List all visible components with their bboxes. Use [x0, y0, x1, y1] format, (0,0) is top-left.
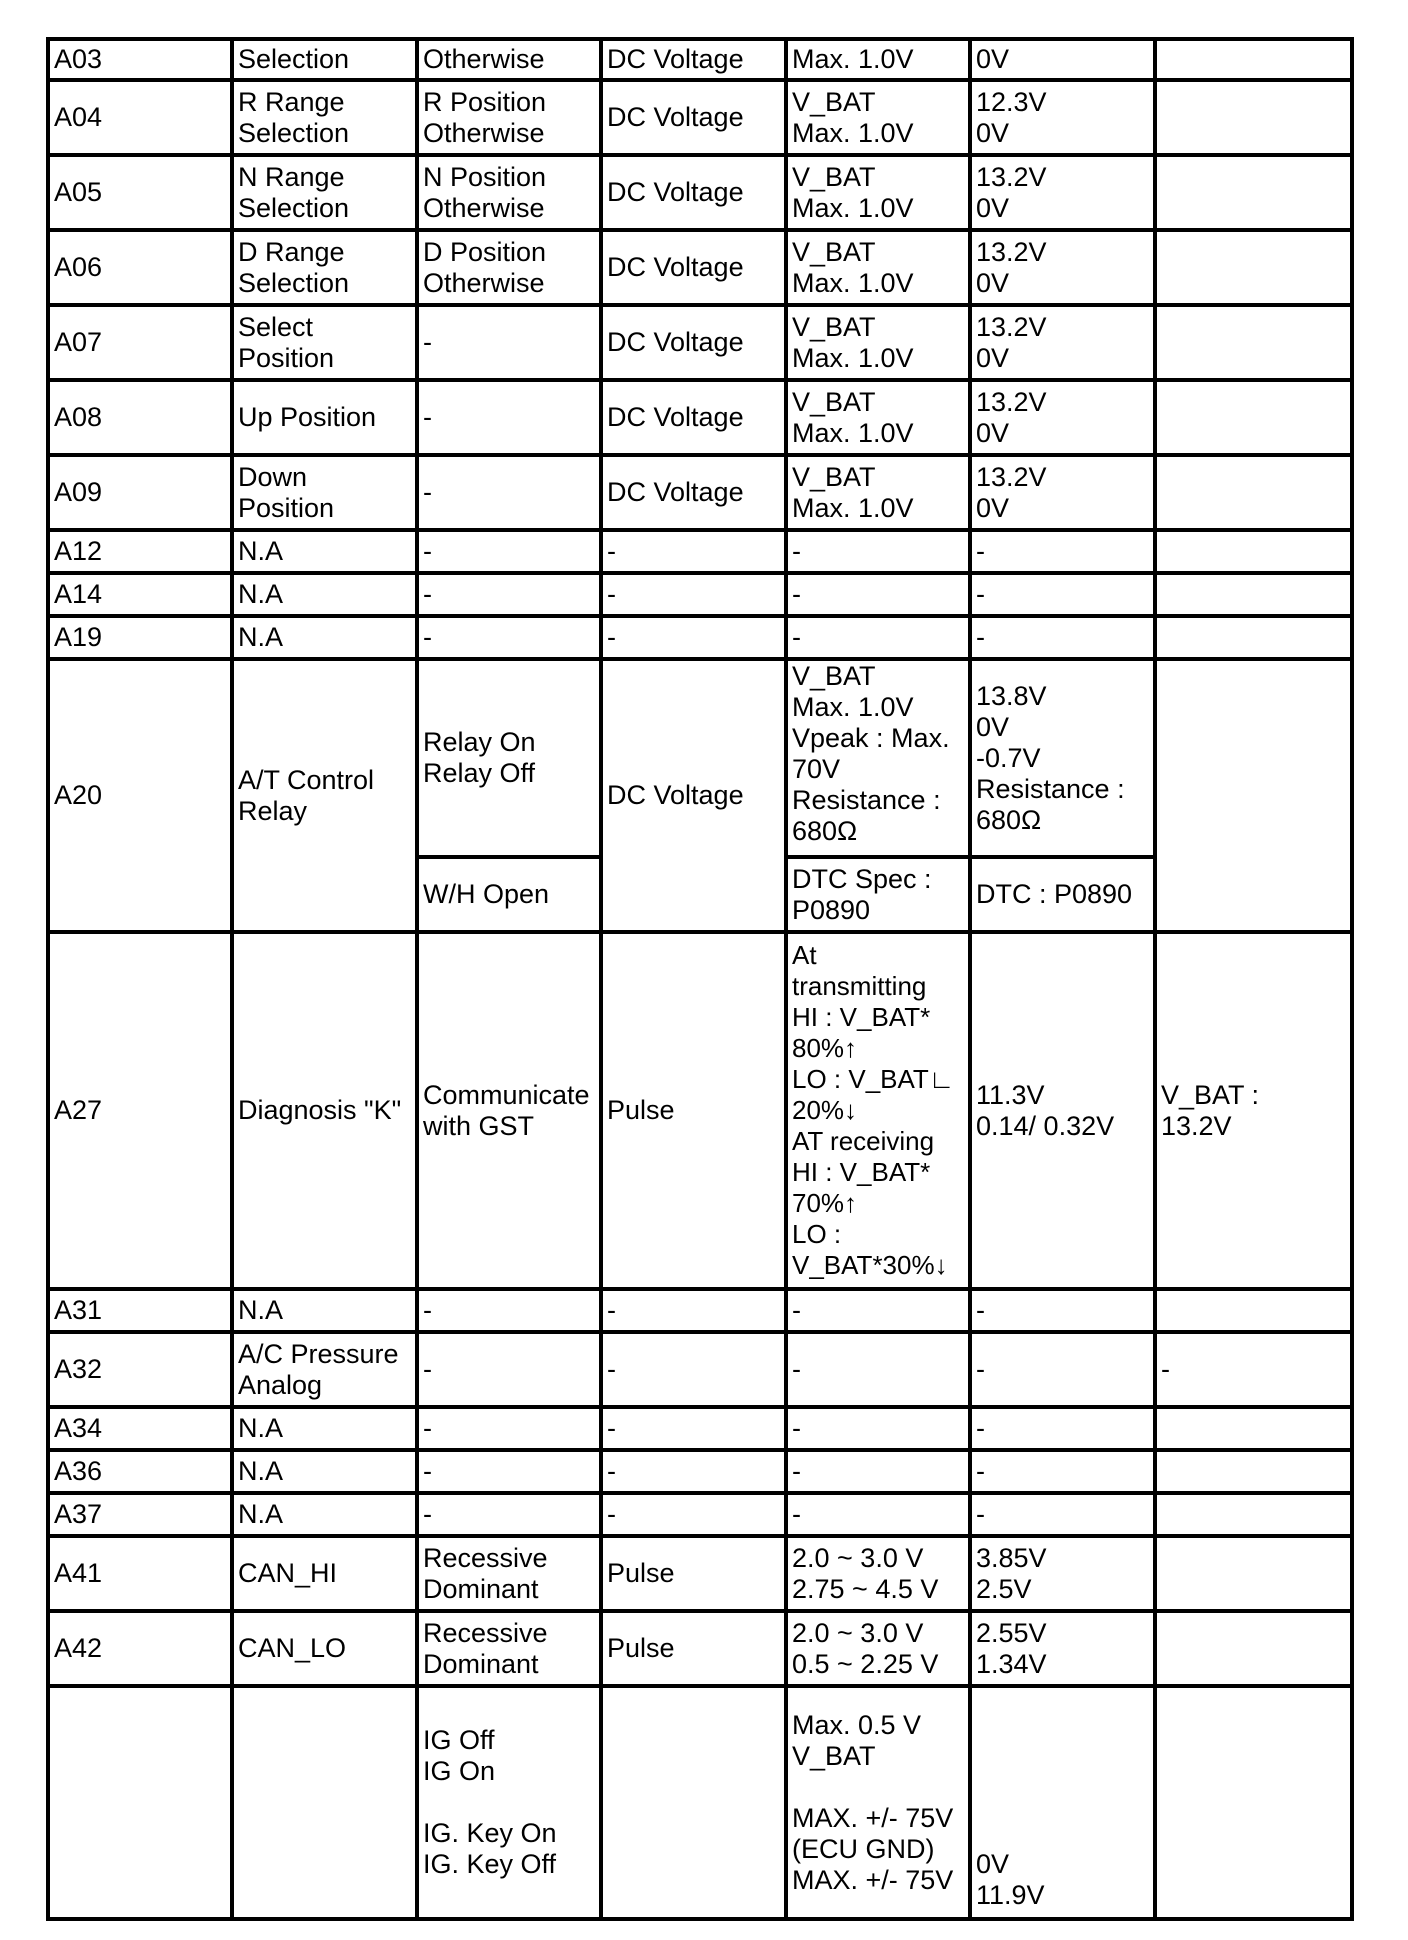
cell-cond: -	[417, 573, 601, 616]
cell-spec: -	[786, 1493, 970, 1536]
cell-note	[1155, 530, 1352, 573]
table-row	[48, 380, 1352, 455]
table-row	[48, 616, 1352, 659]
cell-note	[1155, 380, 1352, 455]
table-row	[48, 1611, 1352, 1686]
cell-meas: 12.3V 0V	[970, 80, 1155, 155]
table-row	[48, 305, 1352, 380]
cell-cond: W/H Open	[417, 857, 601, 932]
cell-spec: At transmitting HI : V_BAT* 80%↑ LO : V_BAT∟ 20%↓ AT receiving HI : V_BAT* 70%↑ LO : V_BAT*30%↓	[786, 932, 970, 1289]
cell-meas: 13.2V 0V	[970, 155, 1155, 230]
cell-meas: -	[970, 1289, 1155, 1332]
cell-meas: 13.2V 0V	[970, 305, 1155, 380]
cell-type: -	[601, 1332, 786, 1407]
cell-cond: R Position Otherwise	[417, 80, 601, 155]
cell-desc: D Range Selection	[232, 230, 417, 305]
table-row	[48, 530, 1352, 573]
cell-pin: A03	[48, 39, 232, 80]
cell-cond: Otherwise	[417, 39, 601, 80]
cell-note	[1155, 1686, 1352, 1919]
cell-cond: D Position Otherwise	[417, 230, 601, 305]
cell-spec: -	[786, 573, 970, 616]
cell-spec: Max. 1.0V	[786, 39, 970, 80]
cell-type: -	[601, 1450, 786, 1493]
cell-cond: Communicate with GST	[417, 932, 601, 1289]
cell-meas: -	[970, 530, 1155, 573]
cell-desc: A/C Pressure Analog	[232, 1332, 417, 1407]
cell-spec: Max. 0.5 V V_BAT MAX. +/- 75V (ECU GND) MAX. +/- 75V	[786, 1686, 970, 1919]
cell-cond: -	[417, 455, 601, 530]
cell-type	[601, 1686, 786, 1919]
cell-desc: N.A	[232, 573, 417, 616]
cell-cond: -	[417, 1289, 601, 1332]
table-row	[48, 932, 1352, 1289]
cell-type: DC Voltage	[601, 230, 786, 305]
cell-desc: Down Position	[232, 455, 417, 530]
cell-cond: -	[417, 1332, 601, 1407]
cell-note	[1155, 1289, 1352, 1332]
table-row	[48, 1407, 1352, 1450]
cell-note	[1155, 1493, 1352, 1536]
cell-meas: -	[970, 1407, 1155, 1450]
cell-desc: N.A	[232, 530, 417, 573]
cell-spec: V_BAT Max. 1.0V	[786, 380, 970, 455]
cell-meas: -	[970, 616, 1155, 659]
table-row	[48, 39, 1352, 80]
cell-cond: -	[417, 1407, 601, 1450]
cell-desc: CAN_HI	[232, 1536, 417, 1611]
cell-meas: -	[970, 1450, 1155, 1493]
cell-cond: N Position Otherwise	[417, 155, 601, 230]
cell-cond: -	[417, 1493, 601, 1536]
cell-meas: 0V	[970, 39, 1155, 80]
cell-pin: A36	[48, 1450, 232, 1493]
cell-note: V_BAT : 13.2V	[1155, 932, 1352, 1289]
table-row	[48, 1332, 1352, 1407]
cell-desc: N.A	[232, 1450, 417, 1493]
cell-note	[1155, 155, 1352, 230]
cell-meas: 3.85V 2.5V	[970, 1536, 1155, 1611]
table-row	[48, 155, 1352, 230]
cell-type: DC Voltage	[601, 380, 786, 455]
cell-type: -	[601, 573, 786, 616]
table-row	[48, 659, 1352, 857]
cell-pin: A34	[48, 1407, 232, 1450]
cell-cond: -	[417, 616, 601, 659]
cell-note	[1155, 230, 1352, 305]
cell-desc: R Range Selection	[232, 80, 417, 155]
cell-pin: A37	[48, 1493, 232, 1536]
cell-meas: DTC : P0890	[970, 857, 1155, 932]
table-row	[48, 573, 1352, 616]
cell-pin: A08	[48, 380, 232, 455]
cell-pin: A31	[48, 1289, 232, 1332]
cell-note	[1155, 616, 1352, 659]
cell-type: DC Voltage	[601, 80, 786, 155]
cell-meas: -	[970, 573, 1155, 616]
cell-note	[1155, 80, 1352, 155]
table-row	[48, 1289, 1352, 1332]
cell-note	[1155, 1536, 1352, 1611]
table-row	[48, 1536, 1352, 1611]
cell-type: DC Voltage	[601, 305, 786, 380]
table-row	[48, 1686, 1352, 1919]
cell-cond: Recessive Dominant	[417, 1611, 601, 1686]
cell-type: -	[601, 1289, 786, 1332]
cell-desc: Diagnosis "K"	[232, 932, 417, 1289]
table-row	[48, 455, 1352, 530]
cell-note	[1155, 1407, 1352, 1450]
cell-pin: A14	[48, 573, 232, 616]
cell-desc: N.A	[232, 1407, 417, 1450]
cell-pin: A05	[48, 155, 232, 230]
cell-spec: V_BAT Max. 1.0V	[786, 305, 970, 380]
cell-desc: Selection	[232, 39, 417, 80]
cell-desc: Select Position	[232, 305, 417, 380]
cell-spec: V_BAT Max. 1.0V	[786, 455, 970, 530]
cell-spec: -	[786, 1289, 970, 1332]
cell-type: -	[601, 616, 786, 659]
cell-note	[1155, 659, 1352, 932]
table-row	[48, 80, 1352, 155]
table-row	[48, 1493, 1352, 1536]
cell-type: DC Voltage	[601, 155, 786, 230]
cell-desc: A/T Control Relay	[232, 659, 417, 932]
cell-spec: DTC Spec : P0890	[786, 857, 970, 932]
cell-note	[1155, 39, 1352, 80]
cell-pin: A19	[48, 616, 232, 659]
cell-type: DC Voltage	[601, 455, 786, 530]
cell-spec: -	[786, 616, 970, 659]
pin-spec-table-body	[48, 39, 1352, 1919]
cell-meas: -	[970, 1493, 1155, 1536]
cell-pin: A41	[48, 1536, 232, 1611]
cell-type: DC Voltage	[601, 659, 786, 932]
cell-spec: V_BAT Max. 1.0V	[786, 80, 970, 155]
cell-pin: A12	[48, 530, 232, 573]
cell-type: -	[601, 530, 786, 573]
cell-spec: V_BAT Max. 1.0V	[786, 230, 970, 305]
cell-note: -	[1155, 1332, 1352, 1407]
cell-type: -	[601, 1493, 786, 1536]
cell-pin: A04	[48, 80, 232, 155]
cell-spec: V_BAT Max. 1.0V Vpeak : Max. 70V Resistance : 680Ω	[786, 659, 970, 857]
cell-type: Pulse	[601, 1611, 786, 1686]
cell-desc: N Range Selection	[232, 155, 417, 230]
cell-desc: CAN_LO	[232, 1611, 417, 1686]
cell-type: Pulse	[601, 1536, 786, 1611]
cell-meas: 11.3V 0.14/ 0.32V	[970, 932, 1155, 1289]
cell-type: DC Voltage	[601, 39, 786, 80]
cell-desc: N.A	[232, 1289, 417, 1332]
cell-desc	[232, 1686, 417, 1919]
cell-spec: V_BAT Max. 1.0V	[786, 155, 970, 230]
cell-type: Pulse	[601, 932, 786, 1289]
cell-meas: 0V 11.9V	[970, 1686, 1155, 1919]
cell-note	[1155, 1611, 1352, 1686]
cell-cond: -	[417, 530, 601, 573]
cell-meas: 13.2V 0V	[970, 455, 1155, 530]
cell-cond: Relay On Relay Off	[417, 659, 601, 857]
cell-spec: -	[786, 1332, 970, 1407]
cell-spec: -	[786, 530, 970, 573]
cell-spec: 2.0 ~ 3.0 V 0.5 ~ 2.25 V	[786, 1611, 970, 1686]
pin-spec-table	[46, 37, 1354, 1921]
cell-note	[1155, 573, 1352, 616]
cell-pin: A42	[48, 1611, 232, 1686]
table-row	[48, 230, 1352, 305]
cell-note	[1155, 305, 1352, 380]
cell-pin	[48, 1686, 232, 1919]
cell-desc: N.A	[232, 1493, 417, 1536]
cell-pin: A20	[48, 659, 232, 932]
cell-meas: 13.2V 0V	[970, 380, 1155, 455]
cell-cond: -	[417, 380, 601, 455]
cell-spec: 2.0 ~ 3.0 V 2.75 ~ 4.5 V	[786, 1536, 970, 1611]
pin-spec-table-sheet	[46, 37, 1350, 1935]
cell-meas: -	[970, 1332, 1155, 1407]
cell-pin: A07	[48, 305, 232, 380]
table-row	[48, 1450, 1352, 1493]
cell-meas: 13.8V 0V -0.7V Resistance : 680Ω	[970, 659, 1155, 857]
cell-desc: N.A	[232, 616, 417, 659]
cell-cond: IG Off IG On IG. Key On IG. Key Off	[417, 1686, 601, 1919]
cell-meas: 2.55V 1.34V	[970, 1611, 1155, 1686]
cell-pin: A06	[48, 230, 232, 305]
cell-cond: Recessive Dominant	[417, 1536, 601, 1611]
cell-meas: 13.2V 0V	[970, 230, 1155, 305]
cell-type: -	[601, 1407, 786, 1450]
cell-desc: Up Position	[232, 380, 417, 455]
cell-spec: -	[786, 1407, 970, 1450]
cell-note	[1155, 455, 1352, 530]
cell-cond: -	[417, 1450, 601, 1493]
cell-cond: -	[417, 305, 601, 380]
cell-pin: A27	[48, 932, 232, 1289]
cell-spec: -	[786, 1450, 970, 1493]
cell-pin: A09	[48, 455, 232, 530]
cell-note	[1155, 1450, 1352, 1493]
cell-pin: A32	[48, 1332, 232, 1407]
